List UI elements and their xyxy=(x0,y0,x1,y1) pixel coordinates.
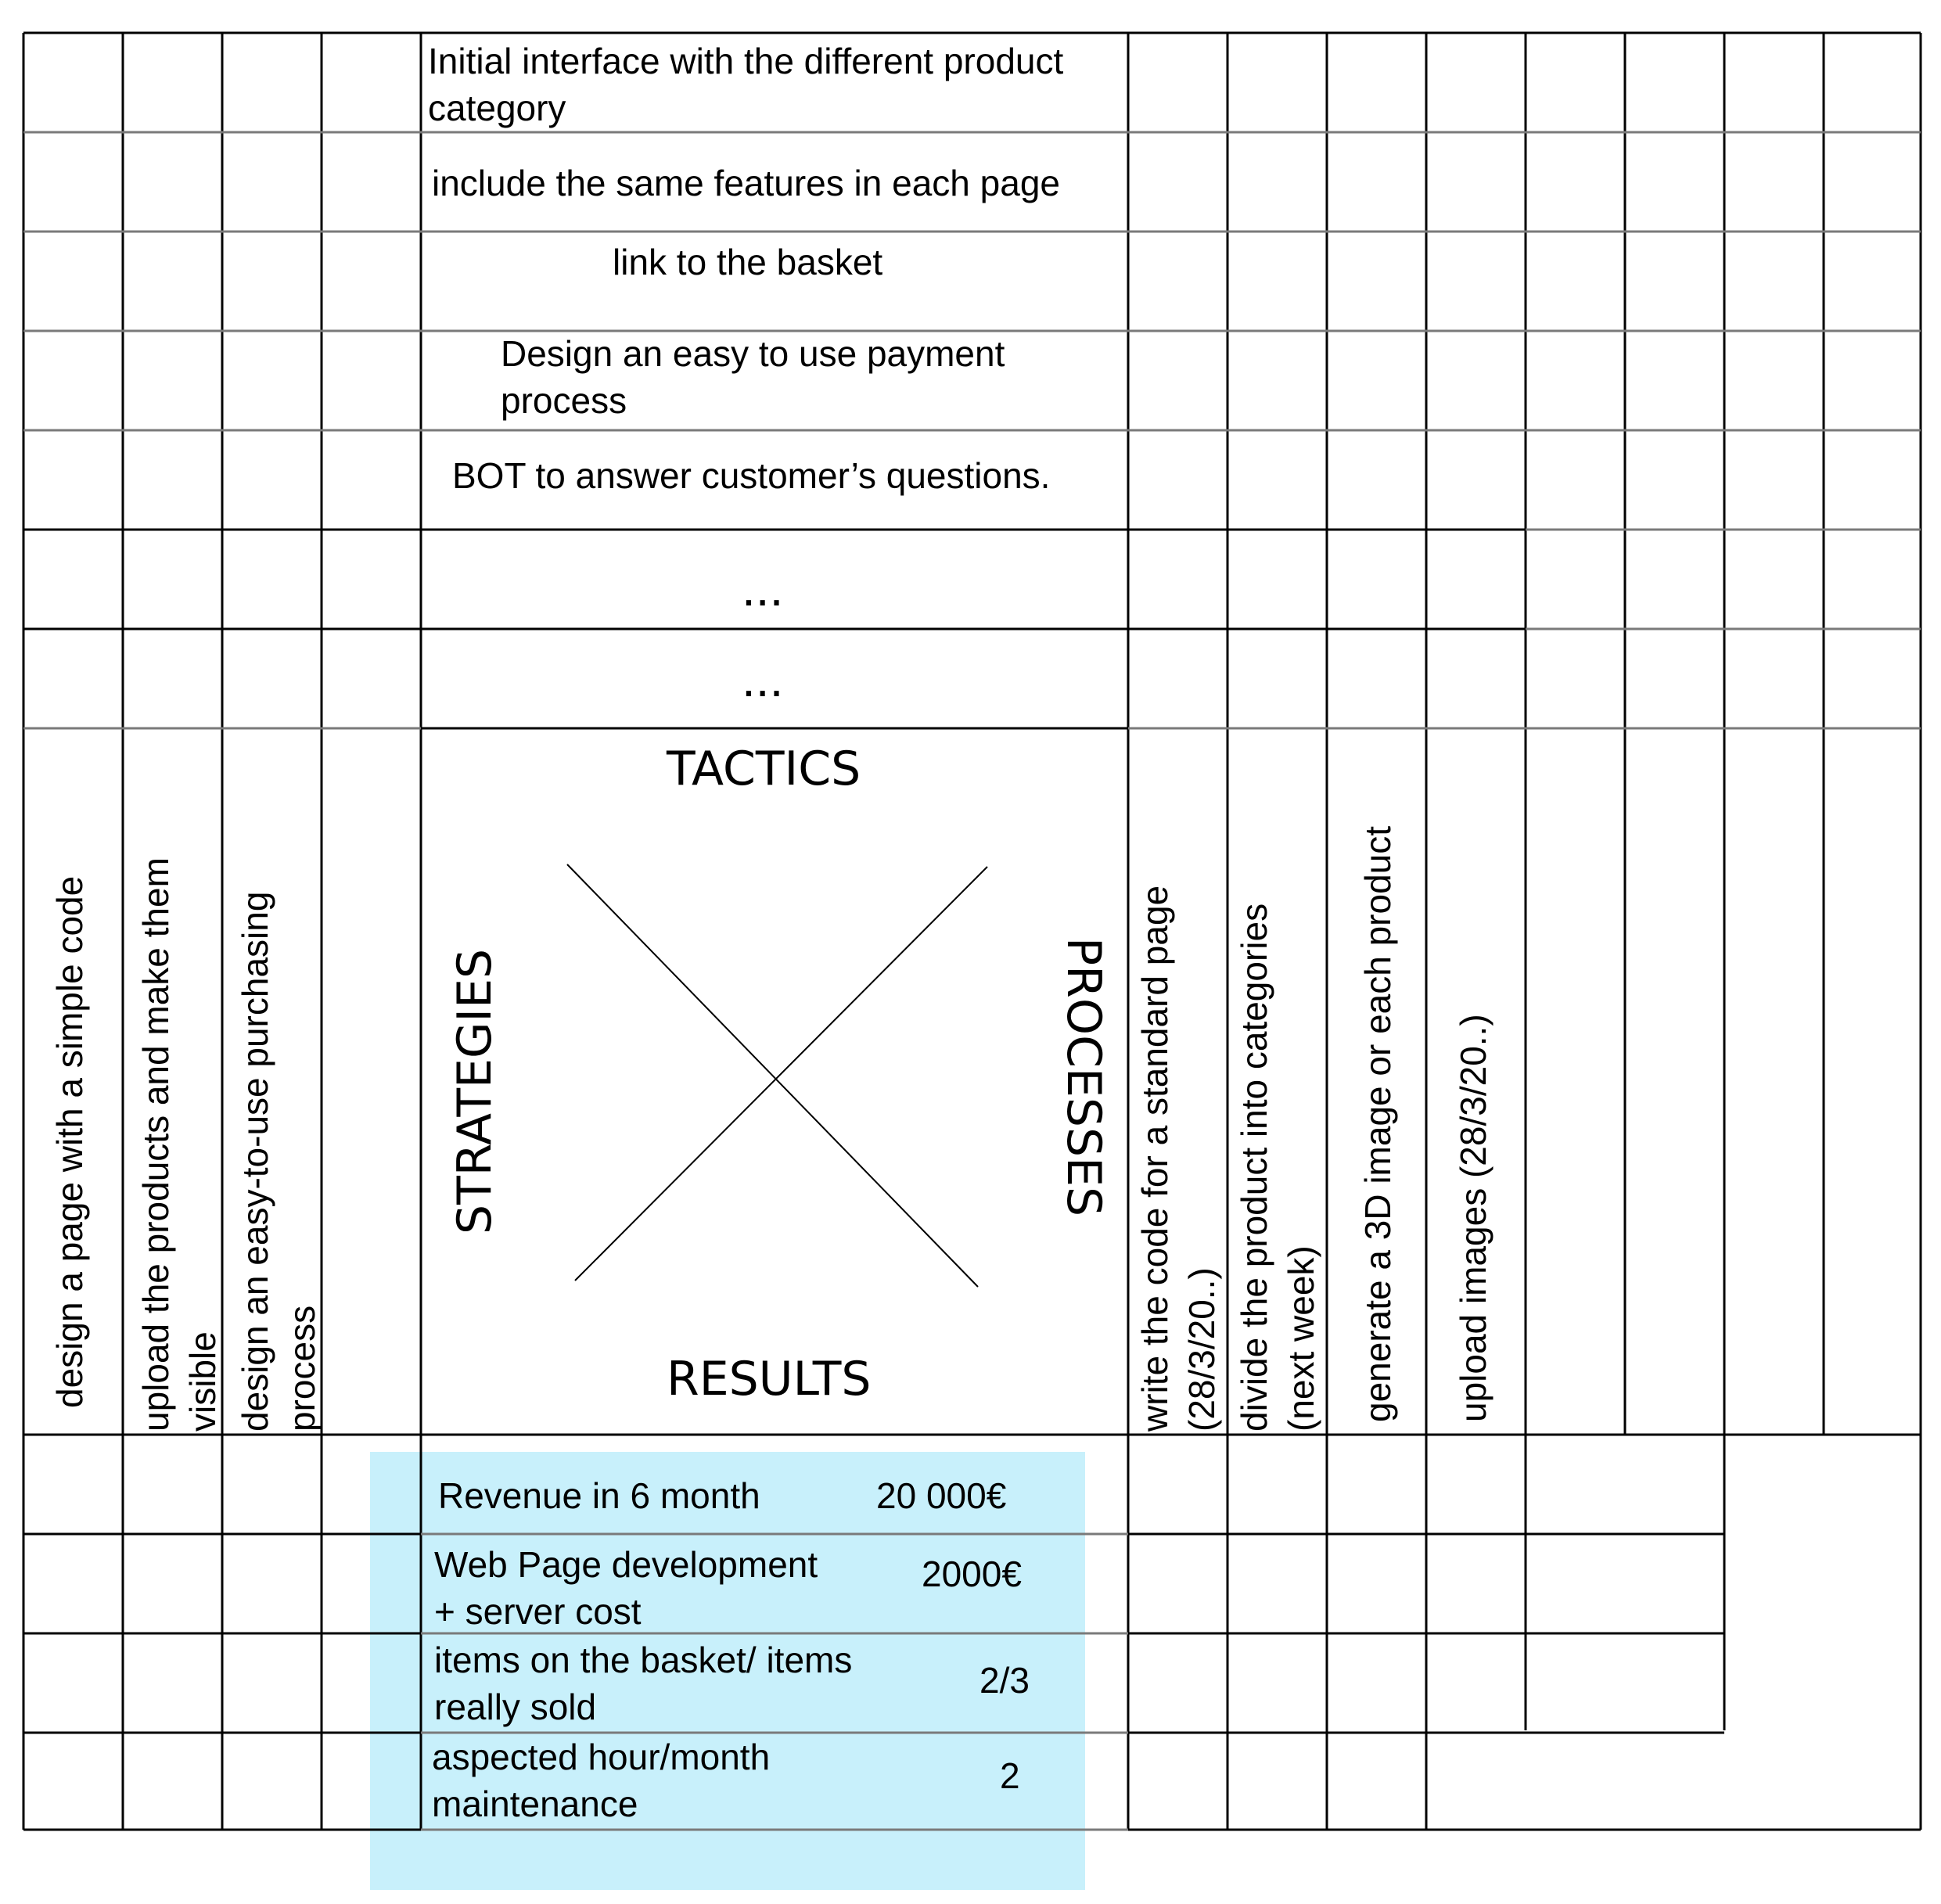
strategy-1: design a page with a simple code xyxy=(49,875,90,1408)
result-2-label-line-2: + server cost xyxy=(434,1591,642,1632)
result-1-value: 20 000€ xyxy=(876,1475,1007,1516)
tactic-4-line-2: process xyxy=(501,380,627,421)
result-1-label: Revenue in 6 month xyxy=(438,1475,760,1516)
result-2-value: 2000€ xyxy=(922,1554,1022,1594)
strategies-heading: STRATEGIES xyxy=(448,948,502,1234)
tactics-heading: TACTICS xyxy=(667,742,861,796)
processes-heading: PROCESSES xyxy=(1056,937,1111,1217)
tactic-1-line-2: category xyxy=(428,88,566,128)
strategy-3-line-1: design an easy-to-use purchasing xyxy=(235,891,275,1432)
result-4-label-line-2: maintenance xyxy=(432,1784,638,1824)
result-2-label-line-1: Web Page development xyxy=(434,1544,818,1585)
process-2-line-1: divide the product into categories xyxy=(1234,903,1274,1432)
process-1-line-1: write the code for a standard page xyxy=(1134,885,1175,1432)
tactic-3: link to the basket xyxy=(613,242,883,282)
result-3-label-line-1: items on the basket/ items xyxy=(434,1640,853,1680)
tactic-6: ... xyxy=(742,560,784,616)
process-2-line-2: (next week) xyxy=(1281,1245,1321,1432)
result-4-value: 2 xyxy=(1000,1755,1020,1796)
strategy-2-line-1: upload the products and make them xyxy=(135,857,176,1432)
result-3-label-line-2: really sold xyxy=(434,1687,597,1727)
results-heading: RESULTS xyxy=(667,1352,872,1406)
diagonal-line xyxy=(567,864,978,1287)
result-4-label-line-1: aspected hour/month xyxy=(432,1737,771,1777)
diagonal-line xyxy=(575,867,987,1281)
tactic-2: include the same features in each page xyxy=(432,163,1060,203)
strategy-3-line-2: process xyxy=(282,1305,322,1432)
process-3: generate a 3D image or each product xyxy=(1357,825,1398,1422)
strategy-2-line-2: visible xyxy=(182,1331,223,1432)
tactic-7: ... xyxy=(742,651,784,707)
tactic-5: BOT to answer customer’s questions. xyxy=(452,455,1051,496)
process-4: upload images (28/3/20..) xyxy=(1453,1014,1493,1422)
result-3-value: 2/3 xyxy=(979,1660,1030,1701)
process-1-line-2: (28/3/20..) xyxy=(1181,1267,1222,1432)
tactic-1-line-1: Initial interface with the different product xyxy=(428,41,1064,81)
tactic-4-line-1: Design an easy to use payment xyxy=(501,333,1005,374)
